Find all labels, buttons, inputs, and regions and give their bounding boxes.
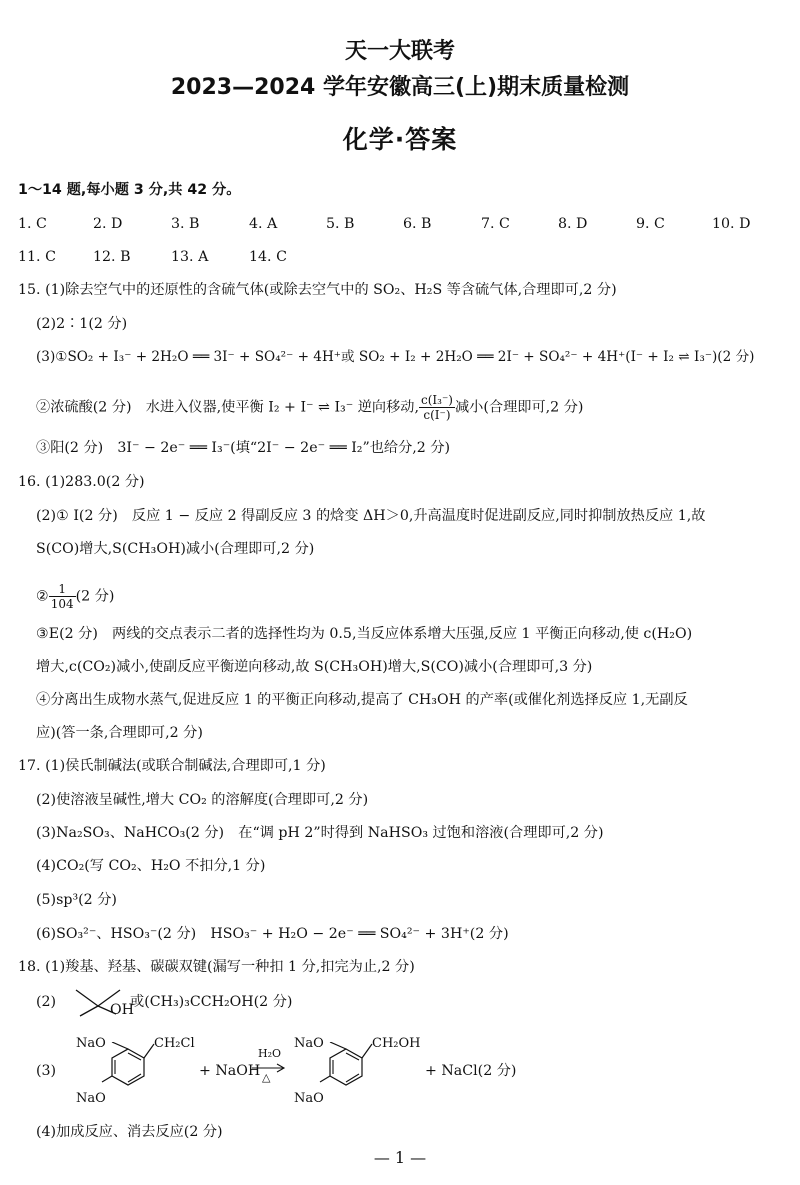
q16-part2-2-score: (2 分) (75, 588, 115, 605)
mc-answer: 7. C (481, 216, 510, 232)
q16-part2-2 (36, 582, 114, 611)
fraction-denominator: c(I⁻) (423, 408, 451, 422)
exam-org-title: 天一大联考 (344, 39, 455, 64)
product-nao-top: NaO (294, 1036, 324, 1051)
mc-answer: 1. C (18, 216, 47, 232)
q18-part4: (4)加成反应、消去反应(2 分) (36, 1124, 223, 1140)
q15-part3-2-text: ②浓硫酸(2 分) 水进入仪器,使平衡 I₂ + I⁻ ⇌ I₃⁻ 逆向移动, (36, 399, 420, 416)
fraction-numerator: c(I₃⁻) (421, 393, 453, 407)
q16-part2-2-label: ② (36, 588, 49, 605)
q15-part3-2-tail: 减小(合理即可,2 分) (454, 399, 584, 416)
reagent-naoh: + NaOH (199, 1063, 261, 1079)
q16-part2-3-line1: ③E(2 分) 两线的交点表示二者的选择性均为 0.5,当反应体系增大压强,反应 1 平衡正向移动,使 c(H₂O) (36, 626, 693, 642)
q17-part3: (3)Na₂SO₃、NaHCO₃(2 分) 在“调 pH 2”时得到 NaHSO₃ 过饱和溶液(合理即可,2 分) (36, 825, 604, 841)
fraction-numerator: 1 (49, 582, 76, 597)
reactant-benzene-ring (100, 1042, 160, 1098)
q18-part2-label: (2) (36, 994, 57, 1010)
ratio-fraction (419, 393, 455, 422)
mc-answer: 8. D (558, 216, 588, 232)
q18-part3-label: (3) (36, 1063, 57, 1079)
mc-answer: 11. C (18, 249, 56, 265)
reactant-ch2cl: CH₂Cl (154, 1036, 195, 1051)
q17-part1: 17. (1)侯氏制碱法(或联合制碱法,合理即可,1 分) (18, 758, 326, 774)
q15-part1: 15. (1)除去空气中的还原性的含硫气体(或除去空气中的 SO₂、H₂S 等含硫气体,合理即可,2 分) (18, 282, 617, 298)
product-nacl: + NaCl(2 分) (425, 1063, 517, 1079)
mc-answer: 4. A (249, 216, 278, 232)
q15-part3-2 (36, 393, 583, 422)
q16-part2-4-line2: 应)(答一条,合理即可,2 分) (36, 725, 203, 741)
reactant-nao-bottom: NaO (76, 1091, 106, 1106)
q15-part2: (2)2∶1(2 分) (36, 316, 128, 332)
mc-note: 1～14 题,每小题 3 分,共 42 分。 (18, 182, 241, 198)
fraction-denominator: 104 (50, 597, 74, 611)
subject-title: 化学·答案 (342, 125, 458, 154)
mc-answer: 9. C (636, 216, 665, 232)
q17-part2: (2)使溶液呈碱性,增大 CO₂ 的溶解度(合理即可,2 分) (36, 792, 369, 808)
mc-answer: 14. C (249, 249, 287, 265)
exam-title: 2023—2024 学年安徽高三(上)期末质量检测 (170, 75, 630, 100)
q17-part6: (6)SO₃²⁻、HSO₃⁻(2 分) HSO₃⁻ + H₂O − 2e⁻ ══ SO₄²⁻ + 3H⁺(2 分) (36, 926, 509, 942)
q17-part4: (4)CO₂(写 CO₂、H₂O 不扣分,1 分) (36, 858, 266, 874)
q16-part1: 16. (1)283.0(2 分) (18, 474, 145, 490)
q16-part2-3-line2: 增大,c(CO₂)减小,使副反应平衡逆向移动,故 S(CH₃OH)增大,S(CO)减小(合理即可,3 分) (36, 659, 593, 675)
q16-part2-line2: S(CO)增大,S(CH₃OH)减小(合理即可,2 分) (36, 541, 315, 557)
mc-answer: 3. B (171, 216, 200, 232)
reactant-nao-top: NaO (76, 1036, 106, 1051)
q16-part2-4-line1: ④分离出生成物水蒸气,促进反应 1 的平衡正向移动,提高了 CH₃OH 的产率(或催化剂选择反应 1,无副反 (36, 692, 688, 708)
q15-part3: (3)①SO₂ + I₃⁻ + 2H₂O ══ 3I⁻ + SO₄²⁻ + 4H⁺或 SO₂ + I₂ + 2H₂O ══ 2I⁻ + SO₄²⁻ + 4H⁺(I⁻ + I₂ ⇌ I₃⁻)(2 分) (36, 349, 755, 365)
hydroxyl-label: OH (110, 1002, 135, 1018)
product-benzene-ring (318, 1042, 378, 1098)
q15-part3-3: ③阳(2 分) 3I⁻ − 2e⁻ ══ I₃⁻(填“2I⁻ − 2e⁻ ══ I₂”也给分,2 分) (36, 440, 451, 456)
product-ch2oh: CH₂OH (372, 1036, 421, 1051)
mc-answer: 12. B (93, 249, 131, 265)
page-number: — 1 — (373, 1148, 427, 1167)
condition-h2o: H₂O (258, 1047, 282, 1060)
mc-answer: 2. D (93, 216, 123, 232)
q18-part2-answer: 或(CH₃)₃CCH₂OH(2 分) (130, 994, 293, 1010)
mc-answer: 5. B (326, 216, 355, 232)
mc-answer: 6. B (403, 216, 432, 232)
mc-answer: 13. A (171, 249, 209, 265)
q16-part2-line1: (2)① Ⅰ(2 分) 反应 1 − 反应 2 得副反应 3 的焓变 ΔH＞0,升高温度时促进副反应,同时抑制放热反应 1,故 (36, 508, 706, 524)
q18-part1: 18. (1)羧基、羟基、碳碳双键(漏写一种扣 1 分,扣完为止,2 分) (18, 959, 415, 975)
condition-heat: △ (262, 1071, 271, 1084)
mc-answer: 10. D (712, 216, 751, 232)
answer-fraction (49, 582, 76, 611)
q17-part5: (5)sp³(2 分) (36, 892, 117, 908)
product-nao-bottom: NaO (294, 1091, 324, 1106)
